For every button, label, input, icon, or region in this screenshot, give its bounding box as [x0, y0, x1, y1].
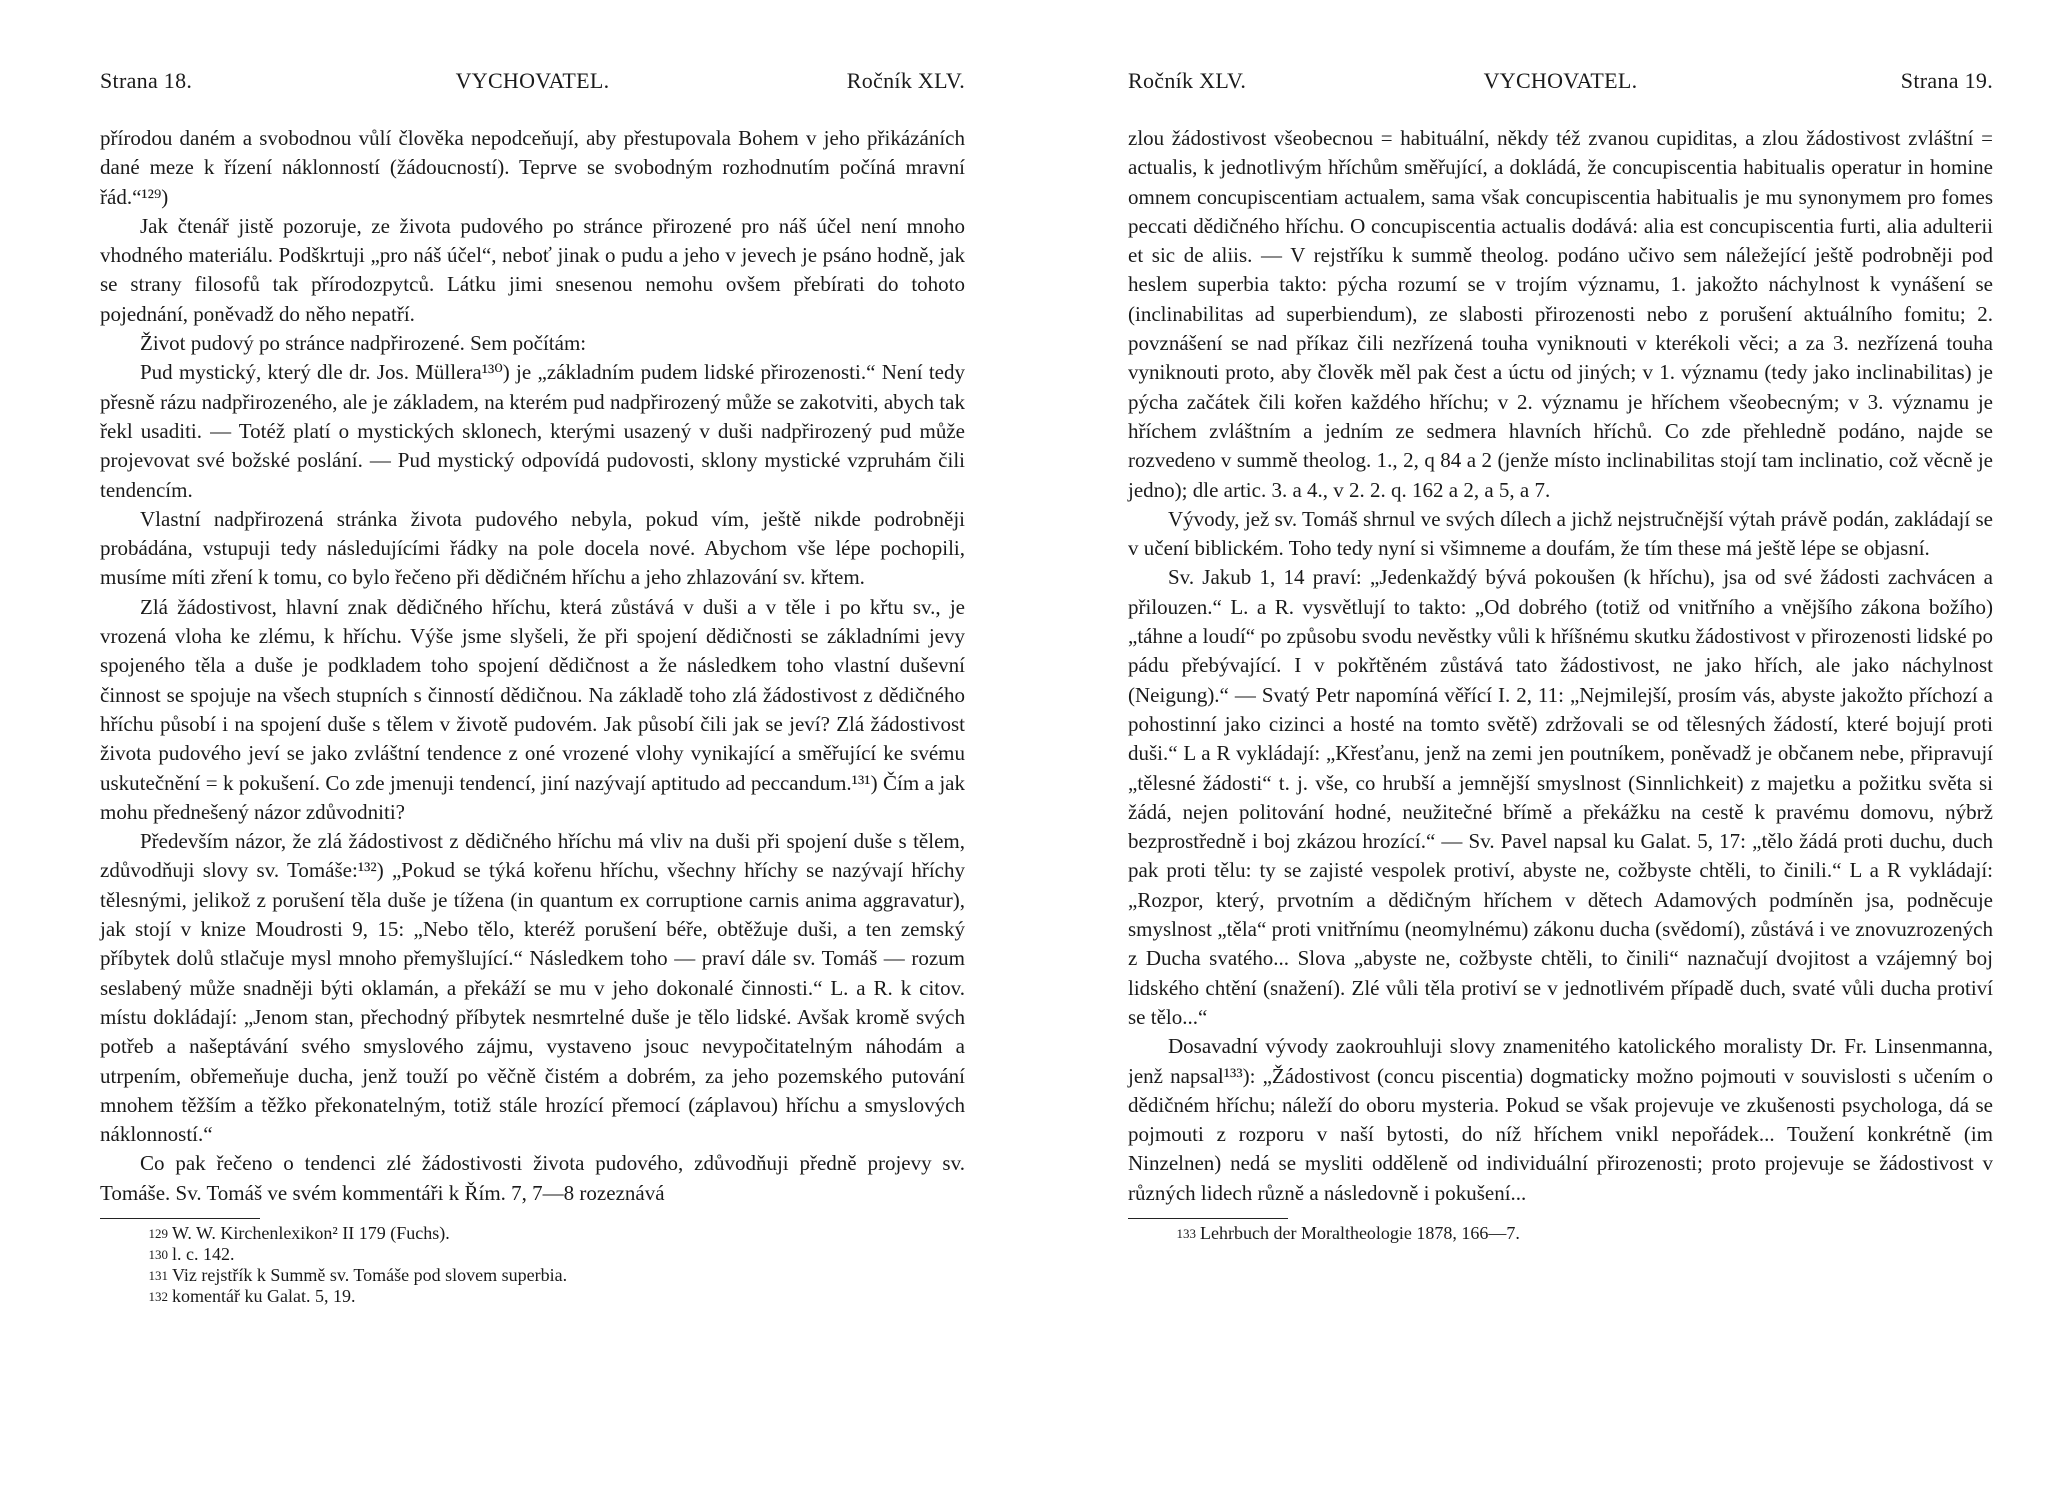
footnote-rule [1128, 1218, 1288, 1219]
paragraph: Vlastní nadpřirozená stránka života pudového nebyla, pokud vím, ještě nikde podrobněji probádána, vstupuji tedy následujícími řádky na pole docela nové. Abychom vše lépe pochopili, musíme míti zření k tomu, co bylo řečeno při dědičném hříchu a jeho zhlazování sv. křtem. [100, 506, 965, 590]
paragraph: Jak čtenář jistě pozoruje, ze života pudového po stránce přirozené pro náš účel není mnoho vhodného materiálu. Podškrtuji „pro náš účel“, neboť jinak o pudu a jeho v jevech je psáno hodně, jak se strany filosofů tak přírodozpytců. Látku jimi snesenou nemohu ovšem přebírati do tohoto pojednání, poněvadž do něho nepatří. [100, 213, 965, 326]
right-page-body [1128, 124, 1993, 1208]
paragraph: Sv. Jakub 1, 14 praví: „Jedenkaždý bývá pokoušen (k hříchu), jsa od své žádosti zachvácen a přilouzen.“ L. a R. vysvětlují to takto: „Od dobrého (totiž od vnitřního a vnějšího zákona božího) „táhne a loudí“ po způsobu svodu nevěstky vůli k hříšnému skutku žádostivost v přirozenosti lidské po pádu přebývající. I v pokřtěném zůstává tato žádostivost, ne jako hřích, ale jako náchylnost (Neigung).“ — Svatý Petr napomíná věřící I. 2, 11: „Nejmilejší, prosím vás, abyste jakožto příchozí a pohostinní jako cizinci a hosté na tomto světě) zdržovali se od tělesných žádostí, které bojují proti duši.“ L a R vykládají: „Křesťanu, jenž na zemi jen poutníkem, poněvadž je občanem nebe, připravují „tělesné žádosti“ t. j. vše, co hrubší a jemnější smyslnost (Sinnlichkeit) z majetku a požitku světa si žádá, nejen politování hodné, neužitečné břímě a překážku na cestě k pravému domovu, nýbrž bezprostředně i boj zkázou hrozící.“ — Sv. Pavel napsal ku Galat. 5, 17: „tělo žádá proti duchu, duch pak proti tělu: ty se zajisté vespolek protiví, abyste ne, cožbyste chtěli, to činili.“ L a R vykládají: „Rozpor, který, prvotním a dědičným hříchem v dětech Adamových podmíněn jsa, podněcuje smyslnost „těla“ proti vnitřnímu (neomylnému) zákonu ducha (svědomí), zůstává i ve znovuzrozených z Ducha svatého... Slova „abyste ne, cožbyste chtěli, to činili“ naznačují dvojitost a vzájemný boj lidského chtění (snažení). Zlé vůli těla protiví se v jednotlivém případě duch, svaté vůli ducha protiví se tělo...“ [1128, 565, 1993, 1029]
paragraph: Pud mystický, který dle dr. Jos. Müllera¹³⁰) je „základním pudem lidské přirozenosti.“ Není tedy přesně rázu nadpřirozeného, ale je základem, na kterém pud nadpřirozený může se zakotviti, abych tak řekl usaditi. — Totéž platí o mystických sklonech, kterými usazený v duši nadpřirozený pud může projevovat své božské poslání. — Pud mystický odpovídá pudovosti, sklony mystické vzpruhám čili tendencím. [100, 360, 965, 502]
paragraph: Život pudový po stránce nadpřirozené. Sem počítám: [140, 331, 587, 356]
paragraph: Zlá žádostivost, hlavní znak dědičného hříchu, která zůstává v duši a v těle i po křtu sv., je vrozená vloha ke zlému, k hříchu. Výše jsme slyšeli, že při spojení dědičnosti se základními jevy spojeného těla a duše je podkladem toho spojení dědičnost a že následkem toho vlastní duševní činnost se spojuje na všech stupních s činností dědičnou. Na základě toho zlá žádostivost z dědičného hříchu působí i na spojení duše s tělem v životě pudovém. Jak působí čili jak se jeví? Zlá žádostivost života pudového jeví se jako zvláštní tendence z oné vrozené vlohy vynikající a směřující ke svému uskutečnění = k pokušení. Co zde jmenuji tendencí, jiní nazývají aptitudo ad peccandum.¹³¹) Čím a jak mohu přednešený názor zdůvodniti? [100, 594, 965, 824]
left-page-number: Strana 18. [100, 68, 193, 93]
right-page [1128, 0, 1993, 1244]
footnote: 130 l. c. 142. [148, 1243, 235, 1264]
left-page [100, 0, 965, 1307]
footnote: 129 W. W. Kirchenlexikon² II 179 (Fuchs). [148, 1222, 450, 1243]
right-journal-title: VYCHOVATEL. [1483, 68, 1638, 93]
right-volume: Ročník XLV. [1128, 68, 1247, 93]
right-footnotes [1128, 1223, 1993, 1244]
footnote-rule [100, 1218, 260, 1219]
left-page-header [100, 68, 965, 98]
footnote: 133 Lehrbuch der Moraltheologie 1878, 166—7. [1176, 1222, 1520, 1243]
left-footnotes [100, 1223, 965, 1307]
footnote: 131 Viz rejstřík k Summě sv. Tomáše pod slovem superbia. [148, 1264, 568, 1285]
right-page-header [1128, 68, 1993, 98]
paragraph: přírodou daném a svobodnou vůlí člověka nepodceňují, aby přestupovala Bohem v jeho přikázáních dané meze k řízení náklonností (žádoucností). Teprve se svobodným rozhodnutím počíná mravní řád.“¹²⁹) [100, 126, 965, 209]
right-page-number: Strana 19. [1900, 68, 1993, 93]
footnote: 132 komentář ku Galat. 5, 19. [148, 1285, 356, 1306]
paragraph: zlou žádostivost všeobecnou = habituální, někdy též zvanou cupiditas, a zlou žádostivost zvláštní = actualis, k jednotlivým hříchům směřující, a dokládá, že concupiscentia habitualis operatur in homine omnem concupiscentiam actualem, sama však concupiscentia habitualis je mu synonymem pro fomes peccati dědičného hříchu. O concupiscentia actualis dodává: alia est concupiscentia furti, alia adulterii et sic de aliis. — V rejstříku k summě theolog. podáno učivo sem náležející ještě podrobněji pod heslem superbia takto: pýcha rozumí se v trojím významu, 1. jakožto náchylnost k vynášení se (inclinabilitas ad superbiendum), ze slabosti přirozenosti nebo z porušení aktuálního fomitu; 2. povznášení se nad příkaz čili nezřízená touha vyniknouti v kterékoli věci; a za 3. nezřízená touha vyniknouti proto, aby člověk měl pak čest a úctu od jiných; v 1. významu (tedy jako inclinabilitas) je pýcha začátek čili kořen každého hříchu; v 2. významu je hříchem všeobecným; v 3. významu je hříchem zvláštním a jedním ze sedmera hlavních hříchů. Co zde přehledně podáno, najde se rozvedeno v summě theolog. 1., 2, q 84 a 2 (jenže místo inclinabilitas stojí tam inclinatio, což věcně je jedno); dle artic. 3. a 4., v 2. 2. q. 162 a 2, a 5, a 7. [1128, 126, 1993, 502]
left-volume: Ročník XLV. [846, 68, 965, 93]
paragraph: Dosavadní vývody zaokrouhluji slovy znamenitého katolického moralisty Dr. Fr. Linsenmanna, jenž napsal¹³³): „Žádostivost (concu piscentia) dogmaticky možno pojmouti v souvislosti s učením o dědičném hříchu; náleží do oboru mysteria. Pokud se však projevuje ve zkušenosti psychologa, dá se pojmouti z rozporu v naší bytosti, do níž hříchem vnikl nepořádek... Toužení konkrétně (im Ninzelnen) nedá se mysliti odděleně od individuální přirozenosti; proto projevuje se žádostivost v různých lidech různě a následovně i pokušení... [1128, 1034, 1993, 1205]
paragraph: Především názor, že zlá žádostivost z dědičného hříchu má vliv na duši při spojení duše s tělem, zdůvodňuji slovy sv. Tomáše:¹³²) „Pokud se týká kořenu hříchu, všechny hříchy se nazývají hříchy tělesnými, jelikož z porušení těla duše je tížena (in quantum ex corruptione carnis anima aggravatur), jak stojí v knize Moudrosti 9, 15: „Nebo tělo, kteréž porušení béře, obtěžuje duši, a ten zemský příbytek dolů stlačuje mysl mnoho přemyšlující.“ Následkem toho — praví dále sv. Tomáš — rozum seslabený může snadněji býti oklamán, a překáží se mu v jeho dokonalé činnosti.“ L. a R. k citov. místu dokládají: „Jenom stan, přechodný příbytek nesmrtelné duše je tělo lidské. Avšak kromě svých potřeb a našeptávání svého smyslového zájmu, vystaveno jsouc nevypočitatelným náhodám a utrpením, obřemeňuje ducha, jenž touží po věčně čistém a dobrém, za jeho pozemského putování mnohem těžším a těžko překonatelným, totiž stále hrozící přemocí (záplavou) hříchu a smyslových náklonností.“ [100, 829, 965, 1147]
left-journal-title: VYCHOVATEL. [455, 68, 610, 93]
left-page-body [100, 124, 965, 1208]
paragraph: Co pak řečeno o tendenci zlé žádostivosti života pudového, zdůvodňuji předně projevy sv. Tomáše. Sv. Tomáš ve svém kommentáři k Řím. 7, 7—8 rozeznává [100, 1151, 965, 1205]
paragraph: Vývody, jež sv. Tomáš shrnul ve svých dílech a jichž nejstručnější výtah právě podán, zakládají se v učení biblickém. Toho tedy nyní si všimneme a doufám, že tím these má ještě lépe se objasní. [1128, 506, 1993, 561]
